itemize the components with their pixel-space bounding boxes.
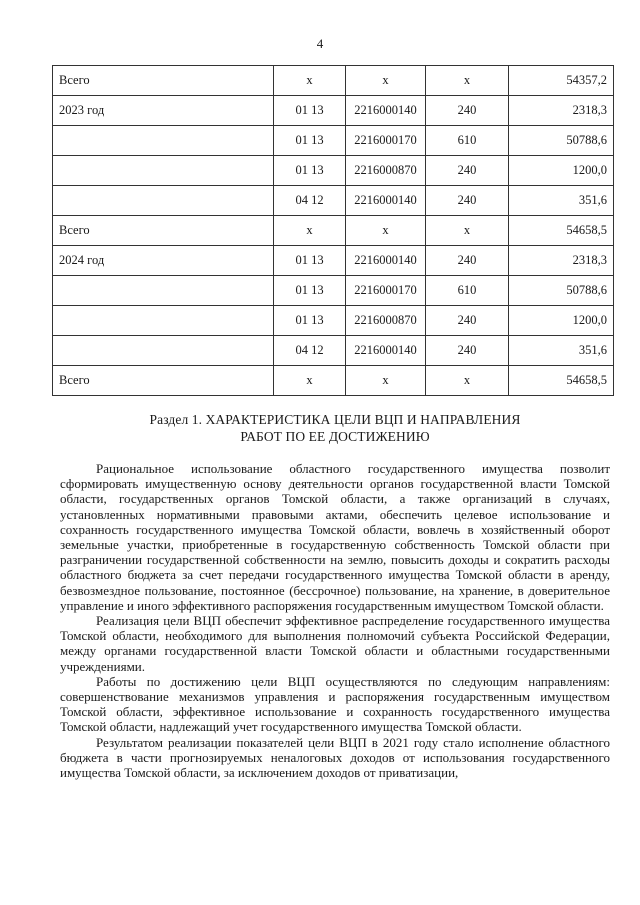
section-code-cell: х [274, 216, 346, 246]
budget-table [52, 65, 614, 396]
paragraph: Рациональное использование областного государственного имущества позволит сформировать имущественную основу деятельности органов государственной власти Томской области, государственных органов Томской области, а также организаций в случаях, установленных нормативными правовыми актами, обеспечить целевое использование и сохранность государственного имущества Томской области, вовлечь в хозяйственный оборот земельные участки, приобретенные в государственную собственность Томской области при разграничении государственной собственности на землю, повысить доходы и сократить расходы областного бюджета за счет передачи государственного имущества Томской области в аренду, безвозмездное пользование, постоянное (бессрочное) пользование, на хранение, в доверительное управление и иного эффективного распоряжения государственным имуществом Томской области. [60, 461, 610, 613]
section-title-line-2: РАБОТ ПО ЕЕ ДОСТИЖЕНИЮ [240, 429, 430, 444]
target-article-cell: х [346, 216, 426, 246]
row-label-cell [53, 156, 274, 186]
section-code-cell: 04 12 [274, 336, 346, 366]
section-title-line-1: Раздел 1. ХАРАКТЕРИСТИКА ЦЕЛИ ВЦП И НАПРАВЛЕНИЯ [149, 412, 521, 427]
target-article-cell: х [346, 366, 426, 396]
section-code-cell: х [274, 66, 346, 96]
section-title [60, 411, 610, 445]
section-code-cell: 01 13 [274, 156, 346, 186]
table-row [53, 366, 614, 396]
section-code-cell: 01 13 [274, 126, 346, 156]
expense-type-cell: 240 [426, 156, 509, 186]
row-label-cell [53, 306, 274, 336]
target-article-cell: 2216000140 [346, 336, 426, 366]
sum-cell: 351,6 [509, 186, 614, 216]
sum-cell: 54357,2 [509, 66, 614, 96]
expense-type-cell: х [426, 66, 509, 96]
paragraph: Реализация цели ВЦП обеспечит эффективное распределение государственного имущества Томской области, необходимого для выполнения полномочий субъекта Российской Федерации, между органами государственной власти Томской области и областными государственными учреждениями. [60, 613, 610, 674]
table-row [53, 186, 614, 216]
table-row [53, 66, 614, 96]
section-code-cell: х [274, 366, 346, 396]
target-article-cell: х [346, 66, 426, 96]
sum-cell: 50788,6 [509, 126, 614, 156]
target-article-cell: 2216000170 [346, 276, 426, 306]
body-text [60, 461, 610, 780]
target-article-cell: 2216000140 [346, 246, 426, 276]
table-row [53, 336, 614, 366]
row-label-cell [53, 126, 274, 156]
sum-cell: 54658,5 [509, 216, 614, 246]
section-code-cell: 01 13 [274, 306, 346, 336]
expense-type-cell: х [426, 216, 509, 246]
table-row [53, 126, 614, 156]
row-label-cell: Всего [53, 66, 274, 96]
expense-type-cell: 240 [426, 336, 509, 366]
table-row [53, 276, 614, 306]
expense-type-cell: 240 [426, 186, 509, 216]
expense-type-cell: х [426, 366, 509, 396]
row-label-cell: 2024 год [53, 246, 274, 276]
target-article-cell: 2216000870 [346, 306, 426, 336]
section-code-cell: 01 13 [274, 96, 346, 126]
paragraph: Работы по достижению цели ВЦП осуществляются по следующим направлениям: совершенствование механизмов управления и распоряжения государственным имуществом Томской области, эффективное использование и сохранность государственного имущества Томской области, надлежащий учет государственного имущества Томской области. [60, 673, 610, 735]
target-article-cell: 2216000140 [346, 186, 426, 216]
row-label-cell: 2023 год [53, 96, 274, 126]
expense-type-cell: 240 [426, 246, 509, 276]
expense-type-cell: 610 [426, 276, 509, 306]
section-code-cell: 01 13 [274, 276, 346, 306]
sum-cell: 351,6 [509, 336, 614, 366]
table-row [53, 96, 614, 126]
section-code-cell: 01 13 [274, 246, 346, 276]
paragraph: Результатом реализации показателей цели ВЦП в 2021 году стало исполнение областного бюджета в части прогнозируемых неналоговых доходов от использования государственного имущества Томской области, за исключением доходов от приватизации, [60, 734, 610, 781]
target-article-cell: 2216000870 [346, 156, 426, 186]
expense-type-cell: 240 [426, 96, 509, 126]
row-label-cell [53, 276, 274, 306]
row-label-cell: Всего [53, 366, 274, 396]
sum-cell: 2318,3 [509, 246, 614, 276]
table-row [53, 246, 614, 276]
page-number: 4 [316, 36, 324, 51]
sum-cell: 50788,6 [509, 276, 614, 306]
target-article-cell: 2216000170 [346, 126, 426, 156]
table-row [53, 306, 614, 336]
section-code-cell: 04 12 [274, 186, 346, 216]
sum-cell: 1200,0 [509, 306, 614, 336]
sum-cell: 1200,0 [509, 156, 614, 186]
target-article-cell: 2216000140 [346, 96, 426, 126]
expense-type-cell: 240 [426, 306, 509, 336]
expense-type-cell: 610 [426, 126, 509, 156]
table-row [53, 156, 614, 186]
row-label-cell [53, 186, 274, 216]
row-label-cell [53, 336, 274, 366]
sum-cell: 2318,3 [509, 96, 614, 126]
table-row [53, 216, 614, 246]
sum-cell: 54658,5 [509, 366, 614, 396]
row-label-cell: Всего [53, 216, 274, 246]
